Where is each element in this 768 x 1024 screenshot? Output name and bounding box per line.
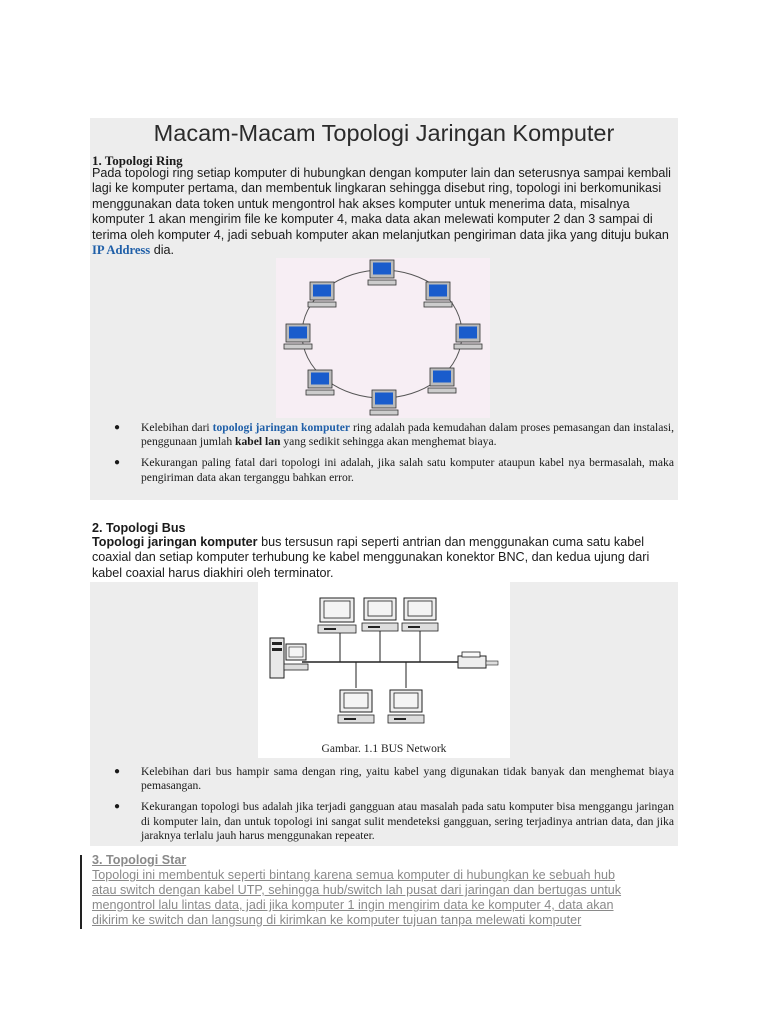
ring-topology-diagram bbox=[276, 258, 490, 420]
computer-icon bbox=[284, 324, 312, 349]
ring-advantage-pre: Kelebihan dari bbox=[141, 421, 210, 434]
ring-paragraph bbox=[92, 166, 678, 258]
kabel-lan-text: kabel lan bbox=[235, 435, 281, 449]
ring-advantage-mid: ring adalah pada kemudahan dalam proses pemasangan dan instalasi, penggunaan jumlah bbox=[141, 421, 674, 449]
computer-icon bbox=[362, 598, 398, 631]
computer-icon bbox=[338, 690, 374, 723]
bus-lead-text: Topologi jaringan komputer bbox=[92, 535, 258, 549]
computer-icon bbox=[306, 370, 334, 395]
star-line[interactable]: dikirim ke switch dan langsung di kirimkan ke komputer tujuan tanpa melewati komputer bbox=[92, 913, 582, 927]
bus-advantage-text: Kelebihan dari bus hampir sama dengan ring, yaitu kabel yang digunakan tidak banyak dan menghemat biaya pemasangan. bbox=[141, 765, 674, 793]
computer-icon bbox=[388, 690, 424, 723]
computer-icon bbox=[424, 282, 452, 307]
computer-icon bbox=[368, 260, 396, 285]
bus-diagram-caption: Gambar. 1.1 BUS Network bbox=[321, 743, 447, 755]
ring-topology-svg bbox=[276, 258, 490, 420]
server-tower-icon bbox=[270, 638, 308, 678]
bus-topology-diagram bbox=[258, 582, 510, 758]
bus-paragraph-text: bus tersusun rapi seperti antrian dan menggunakan cuma satu kabel coaxial dan setiap komputer terhubung ke kabel menggunakan konektor BNC, dan kedua ujung dari kabel coaxial harus diakhiri oleh terminator. bbox=[92, 535, 650, 580]
bullet-dot-icon: ● bbox=[114, 766, 121, 777]
ip-address-link[interactable]: IP Address bbox=[92, 243, 151, 258]
computer-icon bbox=[318, 598, 356, 633]
ring-advantage-post: yang sedikit sehingga akan menghemat biaya. bbox=[283, 435, 497, 449]
ring-heading: 1. Topologi Ring bbox=[92, 153, 183, 168]
bus-topology-svg bbox=[258, 582, 510, 758]
ring-paragraph-text: Pada topologi ring setiap komputer di hubungkan dengan komputer lain dan seterusnya sampai kembali lagi ke komputer pertama, dan membentuk lingkaran sehingga disebut ring, topologi ini berkomunikasi menggunakan data token untuk mengontrol hak akses komputer untuk menerima data, misalnya komputer 1 akan mengirim file ke komputer 4, maka data akan melewati komputer 2 dan 3 sampai di terima oleh komputer 4, jadi sebuah komputer akan melanjutkan pengiriman data jika yang dituju bukan bbox=[92, 166, 671, 242]
bus-disadvantage-item bbox=[114, 800, 674, 843]
computer-icon bbox=[370, 390, 398, 415]
computer-icon bbox=[402, 598, 438, 631]
star-left-rule bbox=[80, 855, 82, 929]
bus-bullet-list bbox=[114, 765, 674, 850]
bus-paragraph bbox=[92, 535, 678, 581]
star-heading[interactable]: 3. Topologi Star bbox=[92, 853, 187, 867]
ring-advantage-item bbox=[114, 421, 674, 449]
bus-advantage-item bbox=[114, 765, 674, 793]
bullet-dot-icon: ● bbox=[114, 422, 121, 433]
star-line[interactable]: mengontrol lalu lintas data, jadi jika komputer 1 ingin mengirim data ke komputer 4, data akan bbox=[92, 898, 614, 912]
computer-icon bbox=[428, 368, 456, 393]
bus-disadvantage-text: Kekurangan topologi bus adalah jika terjadi gangguan atau masalah pada satu komputer bisa menggangu jaringan di komputer lain, dan untuk topologi ini sangat sulit mendeteksi gangguan, sering terjadinya antrian data, dan jika jaraknya terlalu jauh harus menggunakan repeater. bbox=[141, 800, 674, 842]
computer-icon bbox=[308, 282, 336, 307]
ring-disadvantage-item bbox=[114, 456, 674, 484]
printer-icon bbox=[458, 652, 498, 668]
computer-icon bbox=[454, 324, 482, 349]
bus-heading: 2. Topologi Bus bbox=[92, 521, 186, 535]
bullet-dot-icon: ● bbox=[114, 457, 121, 469]
star-line[interactable]: atau switch dengan kabel UTP, sehingga hub/switch lah pusat dari jaringan dan bertugas untuk bbox=[92, 883, 622, 897]
star-line[interactable]: Topologi ini membentuk seperti bintang karena semua komputer di hubungkan ke sebuah hub bbox=[92, 868, 615, 882]
ring-disadvantage-text: Kekurangan paling fatal dari topologi ini adalah, jika salah satu komputer ataupun kabel nya bermasalah, maka pengiriman data akan terganggu bahkan error. bbox=[141, 456, 674, 484]
ring-paragraph-end: dia. bbox=[153, 243, 175, 258]
bullet-dot-icon: ● bbox=[114, 801, 121, 813]
page-title: Macam-Macam Topologi Jaringan Komputer bbox=[90, 118, 678, 150]
ring-bullet-list bbox=[114, 421, 674, 492]
topologi-jaringan-komputer-link[interactable]: topologi jaringan komputer bbox=[212, 421, 351, 434]
